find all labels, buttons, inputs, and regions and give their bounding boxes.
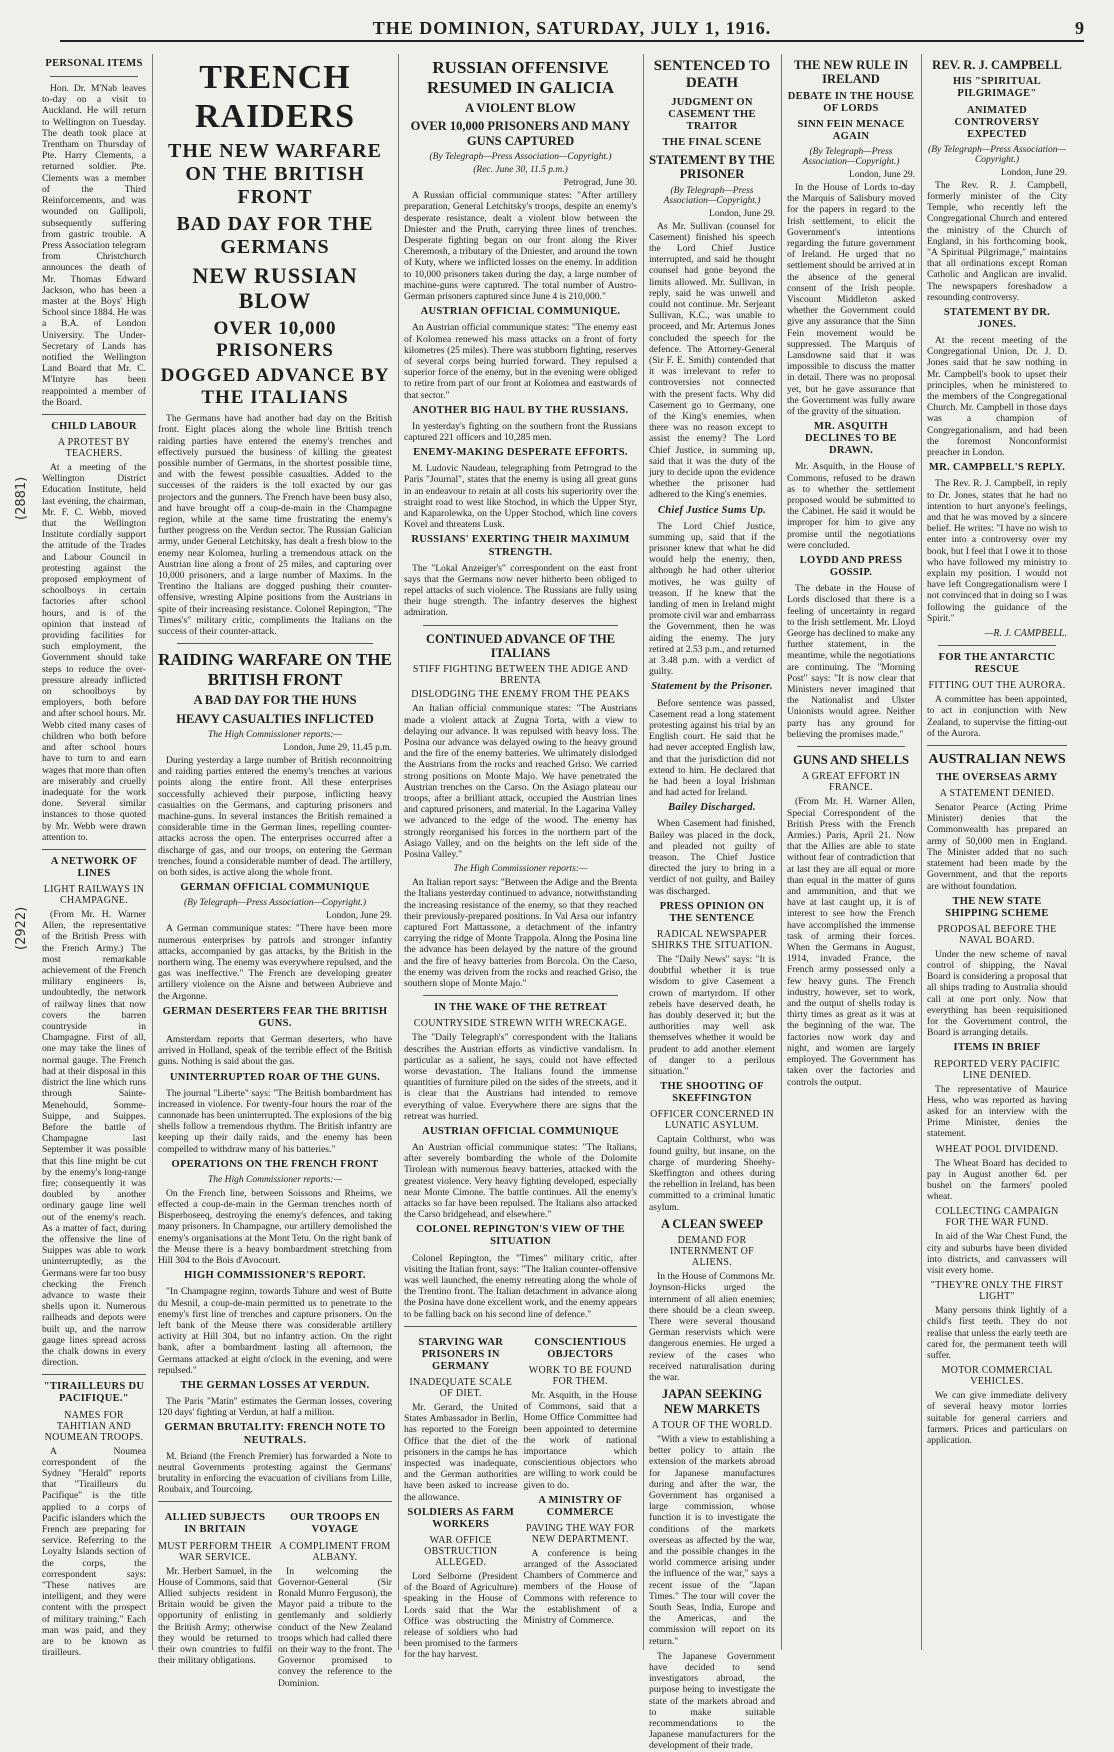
headline-dogged-advance: DOGGED ADVANCE BY THE ITALIANS (160, 365, 390, 409)
article-japan-text-2: The Japanese Government have decided to send investigators abroad, the purpose being to investigate the state of the markets abroad and to make suitable recommendations to the Japanese manufacturers for the development of their trade. (649, 1650, 775, 1752)
subhead-network-of-lines: LIGHT RAILWAYS IN CHAMPAGNE. (43, 884, 145, 907)
headline-bad-day: BAD DAY FOR THE GERMANS (176, 213, 374, 259)
headline-judgment-casement: JUDGMENT ON CASEMENT THE TRAITOR (668, 96, 756, 132)
article-dr-jones-text: At the recent meeting of the Congregational Union, Dr. J. D. Jones said that he saw nothing in Mr. Campbell's book to upset their principles, when he ministered to the members of the Congregational Church. Mr. Campbell in those days was a champion of Congregationalism, and had been the foremost Nonconformist preacher in London. (927, 335, 1067, 459)
headline-wake-of-retreat: IN THE WAKE OF THE RETREAT (434, 1002, 607, 1014)
article-motor-vehicles-text: We can give immediate delivery of several heavy motor lorries suitable for general carriers and farmers. Prices and particulars on application. (927, 1390, 1067, 1446)
article-troops-voyage-text: In welcoming the Governor-General (Sir Ronald Munro Ferguson), the Mayor paid a tribute to the gentlemanly and soldierly conduct of the New Zealand troops which had called there on their way to the front. The Governor promised to convey the reference to the Dominion. (278, 1565, 392, 1689)
headline-new-warfare: THE NEW WARFARE ON THE BRITISH FRONT (168, 140, 382, 209)
article-austrian-communique-text: An Austrian official communique states: "The enemy east of Kolomea renewed his mass attacks on a front of forty kilometres (25 miles). There was stubborn fighting, reserves of several corps being hurried forward. They repulsed a superior force of the enemy, but in the evening were obliged to retire from part of our front at Kolomea and eastwards of that sector." (404, 322, 637, 401)
byline: (By Telegraph—Press Association—Copyright.) (802, 147, 900, 167)
subhead-chief-justice: Chief Justice Sums Up. (657, 504, 767, 516)
divider (42, 1374, 146, 1375)
headline-austrian-communique-2: AUSTRIAN OFFICIAL COMMUNIQUE (422, 1125, 619, 1137)
headline-state-shipping: THE NEW STATE SHIPPING SCHEME (945, 895, 1049, 919)
headline-overseas-army: THE OVERSEAS ARMY (936, 772, 1058, 784)
byline: The High Commissioner reports:— (453, 864, 588, 875)
article-campbell-text: The Rev. R. J. Campbell, formerly minister of the City Temple, who recently left the Congregational Church and entered the ministry of the Church of England, in his forthcoming book, "A Spiritual Pilgrimage," maintains that all ordinations except Roman Catholic and Anglican are invalid. The newspapers foreshadow a resounding controversy. (927, 179, 1067, 303)
article-chief-justice-text: The Lord Chief Justice, summing up, said that if the prisoner knew that what he did would help the enemy, then, although he had other ulterior motives, he was guilty of treason. If he knew that the landing of men in Ireland might promote civil war and embarrass the Government, then he was aiding the enemy. The jury retired at 2.53 p.m., and returned at 3.48 p.m. with a verdict of guilty. (649, 520, 776, 678)
article-enemy-efforts-text: M. Ludovic Naudeau, telegraphing from Petrograd to the Paris "Journal", states that the enemy is using all great guns in an endeavour to retain at all costs his superiority over the straight road to west like Stochod, in which the Upper Styr, and Kaparolewka, on the Upper Stochod, which line covers Kovel and threatens Lusk. (404, 463, 637, 531)
article-bailey-text: When Casement had finished, Bailey was placed in the dock, and pleaded not guilty of treason. The Chief Justice directed the jury to bring in a verdict of not guilty, and Bailey was discharged. (649, 818, 775, 897)
headline-raiding-warfare: RAIDING WARFARE ON THE BRITISH FRONT (158, 650, 392, 689)
subhead-motor-vehicles: MOTOR COMMERCIAL VEHICLES. (941, 1365, 1053, 1388)
subhead-great-effort: A GREAT EFFORT IN FRANCE. (801, 771, 901, 794)
dateline: London, June 29. (849, 170, 915, 180)
divider (158, 1501, 392, 1502)
article-starving-text: Mr. Gerard, the United States Ambassador in Berlin, has reported to the Foreign Office that the diet of the prisoners in the camps he has inspected was inadequate, and the German authorities have been asked to increase the allowance. (404, 1401, 518, 1503)
article-asquith-text: Mr. Asquith, in the House of Commons, refused to be drawn as to whether the settlement proposed would be submitted to the Cabinet. He said it would be improper for him to give any promise until the negotiations were concluded. (787, 461, 915, 551)
divider (938, 645, 1056, 646)
article-farm-workers-text: Lord Selborne (President of the Board of Agriculture) speaking in the House of Lords said that the War Office was obstructing the release of soldiers who had been promised to the farmers for the hay harvest. (404, 1570, 518, 1661)
article-ireland-text: In the House of Lords to-day the Marquis of Salisbury moved for the papers in regard to the Irish settlement, to elicit the Government's intentions regarding the future government of Ireland. He urged that no settlement should be arrived at in the absence of the general consent of the Irish people. Viscount Middleton asked whether the Government could give any assurance that the Sinn Fein movement would be suppressed. The Marquis of Lansdowne said that it was impossible to discuss the matter in detail. There was no proposal yet, but he gave assurance that the Government was fully aware of the gravity of the situation. (787, 182, 915, 418)
headline-violent-blow: A VIOLENT BLOW (465, 101, 576, 116)
article-press-opinion-text: The "Daily News" says: "It is doubtful whether it is true wisdom to give Casement a crown of martyrdom. If other rebels have deserved death, he has doubly deserved it; but the authorities may well ask themselves whether it would be prudent to add another element of danger to a perilous situation." (649, 953, 775, 1078)
column-4 (649, 54, 776, 1752)
subhead-brief-1: REPORTED VERY PACIFIC LINE DENIED. (934, 1058, 1060, 1081)
column-rule (398, 54, 399, 1650)
article-german-losses-text: The Paris "Matin" estimates the German losses, covering 120 days' fighting at Verdun, at half a million. (158, 1396, 392, 1419)
headline-spiritual-pilgrimage: HIS "SPIRITUAL PILGRIMAGE" (953, 76, 1041, 100)
article-german-brutality-text: M. Briand (the French Premier) has forwarded a Note to neutral Governments protesting against the Germans' brutality in enforcing the evacuation of civilians from Lille, Roubaix, and Tourcoing. (158, 1450, 392, 1496)
headline-sentenced-death: SENTENCED TO DEATH (653, 58, 771, 92)
headline-antarctic-rescue: FOR THE ANTARCTIC RESCUE (938, 651, 1056, 676)
subhead-aurora: FITTING OUT THE AURORA. (928, 680, 1066, 692)
headline-new-rule-ireland: THE NEW RULE IN IRELAND (793, 58, 909, 87)
article-press-gossip-text: The debate in the House of Lords disclosed that there is a feeling of uncertainty in regard to the Irish settlement. Mr. Lloyd George has declined to make any further statement, in the meantime, while the negotiations are continuing. The "Morning Post" says: "It is now clear that Ministers never imagined that the Nationalist and Ulster Unionists would agree. Neither party has any ground for believing the promises made." (787, 583, 915, 740)
headline-asquith-declines: MR. ASQUITH DECLINES TO BE DRAWN. (805, 421, 897, 457)
subhead-adige-brenta: STIFF FIGHTING BETWEEN THE ADIGE AND BRENTA (412, 664, 629, 687)
subhead-troops-voyage: A COMPLIMENT FROM ALBANY. (279, 1540, 391, 1563)
article-ministry-text: A conference is being arranged of the Associated Chambers of Commerce and members of the House of Commons with reference to the establishment of a Ministry of Commerce. (523, 1547, 637, 1627)
subhead-allied-subjects: MUST PERFORM THEIR WAR SERVICE. (158, 1540, 272, 1563)
article-antarctic-text: A committee has been appointed, to act in conjunction with New Zealand, to supervise the fitting-out of the Aurora. (927, 694, 1067, 739)
byline: (By Telegraph—Press Association—Copyright.) (928, 144, 1066, 165)
dateline: Petrograd, June 30. (563, 178, 637, 189)
subhead-brief-4: "THEY'RE ONLY THE FIRST LIGHT" (930, 1280, 1064, 1303)
article-raid-text: During yesterday a large number of British reconnoitring and raiding parties entered the enemy's trenches at various points along the entire front. All these enterprises successfully achieved their purpose, inflicting heavy casualties on the Germans, and capturing prisoners and machine-guns. In several instances the British remained a considerable time in the German lines, repelling counter-attacks across the open. The enterprises occurred after a discharge of gas, and our troops, on entering the German trenches, found a considerable number of dead. The artillery, on both sides, is active along the whole front. (158, 755, 392, 879)
divider (42, 849, 146, 850)
byline: The High Commissioner reports:— (208, 730, 342, 741)
margin-note-1: (2881) (14, 476, 29, 520)
divider (50, 76, 137, 77)
article-russians-strength-text: The "Lokal Anzeiger's" correspondent on the east front says that the Germans now never hitherto been obliged to repel attacks of such violence. The Russians are fully using their huge strength. The infantry deserves the highest admiration. (404, 562, 637, 619)
headline-russian-offensive: RUSSIAN OFFENSIVE RESUMED IN GALICIA (426, 58, 615, 97)
article-shipping-text: Under the new scheme of naval control of shipping, the Naval Board is considering a proposal that all ships trading to Australia should call at one port only. Now that everything has been requisitioned for the Government control, the Board is arranging details. (927, 948, 1067, 1039)
divider (177, 643, 374, 644)
bottom-row (404, 1333, 637, 1665)
divider (423, 995, 619, 996)
subhead-wreckage: COUNTRYSIDE STREWN WITH WRECKAGE. (413, 1018, 628, 1030)
article-statement-text: Before sentence was passed, Casement read a long statement protesting against his trial by an English court. He said that he had never accepted English law, and that the jurisdiction did not extend to him. He declared that he had been a loyal Irishman and had acted for Ireland. (649, 697, 775, 799)
headline-troops-voyage: OUR TROOPS EN VOYAGE (289, 1512, 381, 1536)
headline-new-russian-blow: NEW RUSSIAN BLOW (192, 263, 358, 314)
byline: The High Commissioner reports:— (208, 1174, 342, 1185)
column-rule (921, 54, 922, 1650)
signature: —R. J. CAMPBELL. (984, 627, 1067, 639)
divider (42, 414, 146, 415)
dateline: London, June 29. (326, 911, 392, 922)
headline-final-scene: THE FINAL SCENE (662, 136, 762, 148)
article-overseas-army-text: Senator Pearce (Acting Prime Minister) denies that the Commonwealth has prepared an army of 50,000 men in England. The Minister added that no such statement had been made by the Government, and that the reports are without foundation. (927, 802, 1067, 892)
article-german-deserters-text: Amsterdam reports that German deserters, who have arrived in Holland, speak of the terrible effect of the British guns. Nothing is said about the gas. (158, 1033, 392, 1068)
article-clean-sweep-text: In the House of Commons Mr. Joynson-Hicks urged the internment of all alien enemies; there should be a clean sweep. There were several thousand German reservists which were dangerous enemies. He urged a review of the cases who received naturalisation during the war. (649, 1271, 775, 1383)
article-japan-text: "With a view to establishing a better policy to attain the extension of the markets abroad for Japanese manufactures during and after the war, the Government has organised a large commission, whose function it is to investigate the conditions of the markets overseas as affected by the war, and the possible changes in the world commerce arising under the influence of the war," says a recent issue of the "Japan Times." The tour will cover the South Seas, India, Europe and the Americas, and the commission will report on its return." (649, 1433, 775, 1647)
headline-conscientious-objectors: CONSCIENTIOUS OBJECTORS (534, 1336, 627, 1360)
headline-ministry-commerce: A MINISTRY OF COMMERCE (538, 1494, 623, 1518)
headline-network-of-lines: A NETWORK OF LINES (50, 855, 138, 879)
article-brief-1-text: The representative of Maurice Hess, who was reported as having asked for an interview with the Prime Minister, denies the statement. (927, 1083, 1067, 1140)
headline-trench-raiders: TRENCH RAIDERS (194, 59, 356, 136)
subhead-war-office: WAR OFFICE OBSTRUCTION ALLEGED. (424, 1534, 498, 1568)
column-1 (42, 54, 146, 1659)
subhead-heavy-casualties: HEAVY CASUALTIES INFLICTED (176, 711, 374, 726)
headline-repington-view: COLONEL REPINGTON'S VIEW OF THE SITUATION (416, 1224, 625, 1248)
subhead-internment: DEMAND FOR INTERNMENT OF ALIENS. (670, 1235, 754, 1269)
headline-campbell-reply: MR. CAMPBELL'S REPLY. (928, 462, 1066, 474)
headline-press-gossip: LOYDD AND PRESS GOSSIP. (799, 555, 903, 579)
headline-japan-markets: JAPAN SEEKING NEW MARKETS (661, 1387, 763, 1416)
headline-statement-prisoner: STATEMENT BY THE PRISONER (649, 152, 775, 182)
article-wake-retreat-text: The "Daily Telegraph's" correspondent with the Italians describes the Austrian efforts as vindictive vandalism. In particular as a salient, he says, could not have effected worse devastation. The Italians found the immense quantities of furniture piled on the sides of the streets, and it is clear that the Austrians had intended to remove everything of value. Everywhere there are signs that the retreat was hurried. (404, 1032, 637, 1122)
headline-farm-workers: SOLDIERS AS FARM WORKERS (407, 1506, 515, 1530)
headline-campbell: REV. R. J. CAMPBELL (932, 58, 1062, 72)
article-operations-text: On the French line, between Soissons and Rheims, we effected a coup-de-main in the German trenches north of Bisperboseeq, destroying the enemy's defences, and taking many prisoners. In Champagne, our artillery demolished the enemy's organisations at the Mont Tetu. On the right bank of the Meuse there is a heavy bombardment stretching from Hill 304 to the Bois d'Avocourt. (158, 1187, 392, 1267)
article-high-commissioner-text: "In Champagne reginn, towards Tahure and west of Butte du Mesnil, a coup-de-main permitted us to penetrate to the enemy's first line of trenches and capture prisoners. On the left bank of the Meuse there was considerable artillery activity at Hill 304, but no infantry action. On the right bank, after a bombardment lasting all afternoon, the Germans attacked at eight o'clock in the evening, and were repulsed." (158, 1286, 392, 1376)
headline-german-communique: GERMAN OFFICIAL COMMUNIQUE (180, 882, 370, 894)
headline-uninterrupted-roar: UNINTERRUPTED ROAR OF THE GUNS. (169, 1071, 381, 1083)
article-guns-shells-text: (From Mr. H. Warner Allen, Special Correspondent of the British Press with the French Armies.) Paris, April 21. Now that the Allies are able to state without fear of contradiction that at last they are all equal or more than equal in the matter of guns and ammunition, and that we have at last caught up, it is of interest to see how the French have accomplished the immense task of arming their forces. When the Germans in August, 1914, invaded France, the French army possessed only a few heavy guns. The French industry, however, set to work, and the output of shells today is thirty times as great as it was at the beginning of the war. The factories now work day and night, and women are largely employed. The Government has taken over the factories and controls the output. (787, 796, 915, 1088)
headline-high-commissioner: HIGH COMMISSIONER'S REPORT. (184, 1270, 366, 1282)
subhead-lunatic-asylum: OFFICER CONCERNED IN LUNATIC ASYLUM. (650, 1109, 774, 1132)
headline-starving-prisoners: STARVING WAR PRISONERS IN GERMANY (418, 1336, 504, 1372)
column-rule (781, 54, 782, 1650)
article-personal-text: Hon. Dr. M'Nab leaves to-day on a visit to Auckland. He will return to Wellington on Tuesday. The death took place at Trentham on Thursday of Pte. Harry Clements, a returned soldier. Pte. Clements was a member of the Third Reinforcements, and was wounded on Gallipoli, subsequently suffering from gastric trouble. A Press Association telegram from Christchurch announces the death of Mr. Thomas Edward Jackson, who has been a master at the Boys' High School since 1884. He was a B.A. of London University. The Under-Secretary of Lands has notified the Wellington Land Board that Mr. C. M'Intyre has been reappointed a member of the Board. (42, 83, 146, 408)
dateline: London, June 29, 11.45 p.m. (283, 743, 392, 754)
troops-voyage-block (278, 1508, 392, 1692)
article-network-text: (From Mr. H. Warner Allen, the representative of the British Press with the French Army.) The most remarkable achievement of the French military engineers is, undoubtedly, the network of railway lines that now covers the barren countryside in Champagne. First of all, one may take the lines of normal gauge. The French had at their disposal in this district the line which runs through Sainte-Menehould, Somme-Suippe, and Suippes. Before the battle of Champagne last September it was possible that this line might be cut by the enemy's long-range fire; consequently it was doubled by another ordinary gauge line well out of the enemy's reach. As a matter of fact, during the offensive the line of Suippes was able to work uninterruptedly, as the Germans were far too busy checking the French advance to waste their shells upon it. Numerous railheads and depots were built up, and the narrow gauge lines spread across the chalk downs in every direction. (42, 909, 146, 1369)
column-6 (927, 54, 1067, 1654)
subhead-statement-denied: A STATEMENT DENIED. (939, 788, 1055, 800)
headline-tirailleurs: "TIRAILLEURS DU PACIFIQUE." (43, 1381, 145, 1405)
masthead-title: THE DOMINION, SATURDAY, JULY 1, 1916. (372, 18, 772, 38)
subhead-naval-board: PROPOSAL BEFORE THE NAVAL BOARD. (937, 923, 1057, 946)
article-tirailleurs-text: A Noumea correspondent of the Sydney "Herald" reports that "Tirailleurs du Pacifique" is the title applied to a corps of Pacific islanders which the French are preparing for service. Referring to the Loyalty Islands section of the corps, the correspondent says: "These natives are intelligent, and they were content with the prospect of military training." Each man was paid, and they are to be known as tirailleurs. (42, 1445, 146, 1659)
page-number: 9 (1075, 18, 1084, 38)
subhead-statement: Statement by the Prisoner. (651, 681, 773, 693)
article-lead-text: The Germans have had another bad day on the British front. Eight places along the whole line British trench raiding parties have entered the enemy's trenches and effectively pursued the business of killing the greatest possible number of Germans, in the shortest possible time, and with the fewest possible casualties. Added to the successes of the raiders is the toll exacted by our gas projectors and the gunners. The French have been busy also, and have brought off a coup-de-main in the Champagne region, while at the same time frustrating the enemy's further progress on the Verdun sector. The Russian Galician army, under General Letchitsky, has dealt a fresh blow to the enemy near Kolomea, hurling a tremendous attack on the Austrian line along a front of 25 miles, and capturing over 10,000 prisoners, and a large number of Maxims. In the Trentino the Italians are dogged pushing their counter-offensive, wresting Alpine positions from the Austrians in spite of their increasing resistance. Colonel Repington, "The Times's" military critic, compliments the Italians on the success of their counter-attack. (158, 413, 392, 638)
headline-debate-lords: DEBATE IN THE HOUSE OF LORDS (787, 90, 915, 114)
article-brief-2-text: The Wheat Board has decided to pay in August another 6d. per bushel on the farmers' pooled wheat. (927, 1157, 1067, 1203)
headline-sinn-fein: SINN FEIN MENACE AGAIN (797, 118, 905, 142)
column-2 (158, 54, 392, 1689)
headline-personal-items: PERSONAL ITEMS (45, 58, 143, 69)
headline-controversy: ANIMATED CONTROVERSY EXPECTED (954, 104, 1040, 140)
byline: (By Telegraph—Press Association—Copyright.) (429, 152, 612, 163)
headline-russians-strength: RUSSIANS' EXERTING THEIR MAXIMUM STRENGTH. (411, 534, 630, 558)
headline-australian-news: AUSTRALIAN NEWS (928, 751, 1066, 767)
column-rule (643, 54, 644, 1650)
headline-clean-sweep: A CLEAN SWEEP (660, 1216, 764, 1231)
headline-over-10000: OVER 10,000 PRISONERS (213, 317, 337, 361)
headline-dr-jones: STATEMENT BY DR. JONES. (943, 306, 1051, 330)
headline-allied-subjects: ALLIED SUBJECTS IN BRITAIN (164, 1512, 266, 1536)
divider (423, 625, 619, 626)
article-brief-3-text: In aid of the War Chest Fund, the city and suburbs have been divided into districts, and canvassers will visit every home. (927, 1231, 1067, 1276)
headline-austrian-communique: AUSTRIAN OFFICIAL COMMUNIQUE. (420, 306, 621, 318)
headline-german-deserters: GERMAN DESERTERS FEAR THE BRITISH GUNS. (162, 1005, 388, 1029)
article-big-haul-text: In yesterday's fighting on the southern front the Russians captured 221 officers and 10,285 men. (404, 420, 637, 443)
article-german-communique-text: A German communique states: "There have been more numerous enterprises by patrols and stronger infantry attacks, accompanied by gas attacks, by the British in the northern wing. The enemy was everywhere repulsed, and the gas was ineffective." The French are developing greater artillery violence on the Aisne and between Aubrieve and the Argonne. (158, 923, 392, 1002)
subhead-radical-newspaper: RADICAL NEWSPAPER SHIRKS THE SITUATION. (651, 928, 773, 951)
subhead-bad-day-huns: A BAD DAY FOR THE HUNS (193, 693, 357, 708)
headline-big-haul: ANOTHER BIG HAUL BY THE RUSSIANS. (412, 404, 629, 416)
headline-operations-french-front: OPERATIONS ON THE FRENCH FRONT (171, 1158, 379, 1170)
article-italian-report-text: An Italian report says: "Between the Adige and the Brenta the Italians yesterday continued to advance, notwithstanding the increasing resistance of the enemy, so that they reached their previously-prepared positions. In Val Arsa our infantry captured Fort Mattassone, a detachment of the infantry carrying the ridge of Monte Trappola. Along the Posina line the advance has been delayed by the nature of the ground and the fire of heavy batteries from Borcola. On the Carso, the enemy was driven from the rocks and reached Griso, the southern slope of Monte Majo." (404, 877, 637, 990)
article-child-labour-text: At a meeting of the Wellington District Education Institute, held last evening, the chairman, Mr. F. C. Webb, moved that the Wellington Institute cordially support the attitude of the Trades and Labour Council in protesting against the proposed employment of schoolboys in certain factories after school hours, and is of the opinion that instead of providing facilities for such employment, the Government should take steps to reduce the over-pressure already inflicted on schoolboys by employers, both before and after school hours. Mr. Webb cited many cases of children who both before and after school hours have to turn to and earn wages that more than often are miserably and cruelly inadequate for the work done. Several similar instances to those quoted by Mr. Webb were drawn attention to. (42, 462, 146, 843)
subhead-tirailleurs: NAMES FOR TAHITIAN AND NOUMEAN TROOPS. (44, 1409, 144, 1443)
subhead-tour-world: A TOUR OF THE WORLD. (651, 1419, 773, 1431)
headline-german-losses: THE GERMAN LOSSES AT VERDUN. (180, 1379, 370, 1391)
article-brief-4-text: Many persons think lightly of a child's first teeth. They do not realise that unless the early teeth are cared for, the permanent teeth will suffer. (927, 1305, 1067, 1361)
headline-italians-advance: CONTINUED ADVANCE OF THE ITALIANS (425, 631, 616, 660)
column-3 (404, 54, 637, 1661)
subhead-dislodging-enemy: DISLODGING THE ENEMY FROM THE PEAKS (411, 689, 630, 701)
article-italians-text: An Italian official communique states: "The Austrians made a violent attack at Zugna Torta, with a view to delaying our advance. It was repulsed with heavy loss. The Posina our advance was delayed owing to the heavy ground and the fire of the enemy batteries. We ultimately dislodged the Austrians from the rocks and reached Griso. We carried strong positions on Monte Majo. We have penetrated the Austrian trenches on the Carso. On the Asiago plateau our troops, after a brilliant attack, occupied the Austrian lines and captured prisoners, and material. In the Lagarina Valley we advanced to the edge of the wood. The enemy has strongly reorganised his forces in the northern part of the Asiago Valley, and on the heights on the left side of the Posina Valley." (404, 703, 637, 861)
subhead-work-found: WORK TO BE FOUND FOR THEM. (528, 1364, 632, 1387)
margin-note-2: (2922) (14, 906, 29, 950)
masthead (60, 18, 1084, 42)
article-austrian-communique-2-text: An Austrian official communique states: "The Italians, after severely bombarding the whole of the Dolomite Tirolean with numerous heavy batteries, attacked with the greatest violence. Very heavy fighting developed, especially near Monte Cimone. The battle continues. All the enemy's attacks so far have been repulsed. The Italians also attacked the Carso bridgehead, and elsewhere." (404, 1142, 637, 1221)
divider (797, 746, 905, 747)
divider (927, 745, 1067, 746)
subhead-child-labour: A PROTEST BY TEACHERS. (57, 437, 131, 460)
dateline: London, June 29. (709, 208, 775, 219)
article-campbell-reply-text: The Rev. R. J. Campbell, in reply to Dr. Jones, states that he had no intention to hurt anyone's feelings, and that he was moved by a sincere belief. He writes: "I have no wish to enter into a controversy over my book, but I feel that I owe it to those who have followed my ministry to explain my position. I would not have left Congregationalism were I not convinced that in doing so I was following the guidance of the Spirit." (927, 478, 1067, 624)
headline-items-brief: ITEMS IN BRIEF (953, 1042, 1041, 1054)
subhead-paving-way: PAVING THE WAY FOR NEW DEPARTMENT. (526, 1522, 635, 1545)
subhead-scale-diet: INADEQUATE SCALE OF DIET. (409, 1376, 513, 1399)
allied-subjects-block (158, 1508, 272, 1692)
headline-german-brutality: GERMAN BRUTALITY: FRENCH NOTE TO NEUTRALS. (164, 1422, 386, 1446)
article-casement-text: As Mr. Sullivan (counsel for Casement) finished his speech the Lord Chief Justice interrupted, and said he thought counsel had gone beyond the limits allowed. Mr. Sullivan, in reply, said he was unwell and could not continue. Mr. Serjeant Sullivan, K.C., was unable to proceed, and Mr. Artemus Jones concluded the speech for the defence. The Attorney-General (Sir F. E. Smith) contended that it was irrelevant to refer to controversies not connected with the present facts. Why did Casement go to Germany, one of the King's enemies, when there was no reason except to assist the enemy? The Lord Chief Justice, in summing up, said that it was the duty of the jury to decide upon the evidence whether the prisoner had adhered to the King's enemies. (649, 220, 775, 501)
article-allied-subjects-text: Mr. Herbert Samuel, in the House of Commons, said that Allied subjects resident in Britain would be given the opportunity of enlisting in the British Army; otherwise they would be returned to their own countries to fulfil their military obligations. (158, 1565, 272, 1667)
headline-child-labour: CHILD LABOUR (51, 420, 137, 432)
divider (404, 1326, 637, 1327)
article-repington-text: Colonel Repington, the "Times" military critic, after visiting the Italian front, says: "The Italian counter-offensive was well launched, the enemy retreating along the whole of the Trentino front. The Italian detachment in advance along the Posina have done excellent work, and the enemy appears to be falling back on his second line of defence." (404, 1252, 637, 1320)
bottom-left-block (404, 1333, 518, 1665)
byline: (By Telegraph—Press Association—Copyright.) (663, 185, 761, 206)
column-5 (787, 54, 915, 1654)
byline: (By Telegraph—Press Association—Copyright.) (184, 898, 366, 909)
headline-skeffington: THE SHOOTING OF SKEFFINGTON (660, 1081, 764, 1105)
subhead-brief-3: COLLECTING CAMPAIGN FOR THE WAR FUND. (935, 1206, 1059, 1229)
received-time: (Rec. June 30, 11.5 p.m.) (473, 165, 568, 176)
headline-press-opinion: PRESS OPINION ON THE SENTENCE (659, 900, 765, 924)
subhead-bailey: Bailey Discharged. (668, 802, 756, 814)
headline-prisoners-captured: OVER 10,000 PRISONERS AND MANY GUNS CAPTURED (410, 119, 631, 148)
article-russian-offensive-text: A Russian official communique states: "After artillery preparation, General Letchitsky's troops, despite an enemy's desperate resistance, dealt a violent blow between the Dniester and the Pruth, carrying three lines of trenches. Desperate fighting began on our front along the River Cheremosh, a tributary of the Dniester, and around the town of Kuty, where we inflicted losses on the enemy. In addition to 10,000 prisoners taken during the day, a large number of machine-guns were captured. The total number of Austro-German prisoners captured since June 4 is 210,000." (404, 190, 637, 303)
article-objectors-text: Mr. Asquith, in the House of Commons, said that a Home Office Committee had been appointed to determine the work of national importance which conscientious objectors who are willing to work could be given to do. (523, 1389, 637, 1491)
dateline: London, June 29. (1001, 167, 1067, 178)
bottom-right-block (524, 1333, 638, 1665)
subhead-brief-2: WHEAT POOL DIVIDEND. (935, 1143, 1059, 1155)
column-rule (152, 54, 153, 1650)
article-skeffington-text: Captain Colthurst, who was found guilty, but insane, on the charge of murdering Sheehy-Skeffington and others during the rebellion in Ireland, has been committed to a criminal lunatic asylum. (649, 1134, 775, 1213)
headline-guns-shells: GUNS AND SHELLS (792, 753, 909, 768)
headline-enemy-efforts: ENEMY-MAKING DESPERATE EFFORTS. (413, 447, 628, 459)
article-uninterrupted-roar-text: The journal "Liberte" says: "The British bombardment has increased in violence. For twenty-four hours the roar of the cannonade has been uninterrupted. The explosions of the big shells follow a tremendous rhythm. The British infantry are keeping up their daily raids, and the enemy has been compelled to withdraw many of his batteries." (158, 1087, 392, 1155)
bottom-row (158, 1508, 392, 1692)
